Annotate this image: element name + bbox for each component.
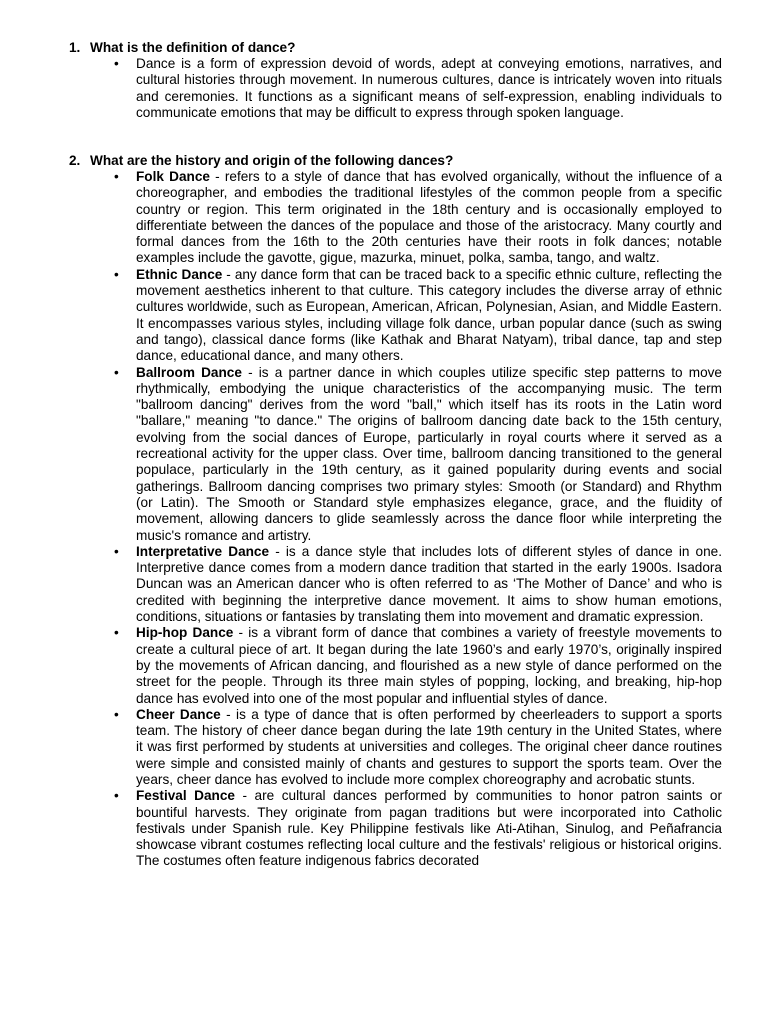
bullet-icon: • [114, 625, 119, 641]
answer-text [136, 365, 722, 544]
dance-term: Ethnic Dance [136, 266, 223, 282]
bullet-icon: • [114, 266, 119, 282]
answer-text [136, 56, 722, 121]
answer-text [136, 267, 722, 365]
dance-term: Folk Dance [136, 169, 210, 184]
list-item [114, 707, 722, 788]
list-item [114, 169, 722, 267]
list-item [114, 788, 722, 869]
bullet-icon: • [114, 788, 119, 804]
answer-text [136, 544, 722, 625]
bullet-icon: • [114, 706, 119, 722]
list-item [114, 365, 722, 544]
question-2-heading [69, 153, 453, 169]
dance-term: Ballroom Dance [136, 364, 242, 380]
answer-text [136, 788, 722, 869]
dance-term: Cheer Dance [136, 706, 221, 722]
list-item [114, 544, 722, 625]
answer-text [136, 169, 722, 267]
question-1-heading [69, 40, 295, 56]
bullet-icon: • [114, 56, 119, 71]
dance-description: Dance is a form of expression devoid of words, adept at conveying emotions, narratives, and cultural histories through movement. In numerous cultures, dance is intricately woven into rituals and ceremonies. It functions as a significant means of self-expression, enabling individuals to communicate emotions that may be difficult to express through spoken language. [136, 56, 722, 120]
dance-description: - is a dance style that includes lots of different styles of dance in one. Interpretive dance comes from a modern dance tradition that started in the early 1900s. Isadora Duncan was an American dancer who is often referred to as ‘The Mother of Dance’ and who is credited with beginning the interpretive dance movement. It aims to show human emotions, conditions, situations or fantasies by translating them into movement and dramatic expression. [136, 543, 722, 625]
dance-term: Interpretative Dance [136, 543, 270, 559]
dance-description: - are cultural dances performed by communities to honor patron saints or bountiful harvests. They originate from pagan traditions but were incorporated into Catholic festivals under Spanish rule. Key Philippine festivals like Ati-Atihan, Sinulog, and Peñafrancia showcase vibrant costumes reflecting local culture and the festivals' religious or historical origins. The costumes often feature indigenous fabrics decorated [136, 788, 723, 869]
question-1-answer-list [114, 56, 722, 121]
list-item [114, 267, 722, 365]
dance-description: - refers to a style of dance that has evolved organically, without the influence of a choreographer, and embodies the traditional lifestyles of the common people from a specific country or region. This term originated in the 18th century and is occasionally employed to differentiate between the dances of the populace and those of the aristocracy. Many courtly and formal dances from the 16th to the 20th centuries have their roots in folk dances; notable examples include the gavotte, gigue, mazurka, minuet, polka, samba, tango, and waltz. [136, 169, 723, 266]
dance-description: - any dance form that can be traced back to a specific ethnic culture, reflecting the movement aesthetics inherent to that culture. This category includes the diverse array of ethnic cultures worldwide, such as European, American, African, Polynesian, Asian, and Middle Eastern. It encompasses various styles, including village folk dance, urban popular dance (such as swing and tango), classical dance forms (like Kathak and Bharat Natyam), tribal dance, tap and step dance, educational dance, and many others. [136, 266, 723, 364]
dance-description: - is a partner dance in which couples utilize specific step patterns to move rhythmically, embodying the unique characteristics of the accompanying music. The term "ballroom dancing" derives from the word "ball," which itself has its roots in the Latin word "ballare," meaning "to dance." The origins of ballroom dancing date back to the 15th century, evolving from the social dances of Europe, particularly in royal courts where it served as a recreational activity for the upper class. Over time, ballroom dancing transitioned to the general populace, particularly in the 19th century, as it gained popularity during events and social gatherings. Ballroom dancing comprises two primary styles: Smooth (or Standard) and Rhythm (or Latin). The Smooth or Standard style emphasizes elegance, grace, and the fluidity of movement, allowing dancers to glide seamlessly across the dance floor while interpreting the music's romance and artistry. [136, 364, 722, 543]
dance-description: - is a vibrant form of dance that combines a variety of freestyle movements to create a cultural piece of art. It began during the late 1960’s and early 1970’s, originally inspired by the movements of African dancing, and flourished as a new style of dance performed on the street for the people. Through its three main styles of popping, locking, and breaking, hip-hop dance has evolved into one of the most popular and influential styles of dance. [136, 625, 722, 706]
bullet-icon: • [114, 543, 119, 559]
question-title: What is the definition of dance? [90, 40, 296, 55]
question-title: What are the history and origin of the following dances? [90, 153, 454, 168]
list-item [114, 625, 722, 706]
dance-description: - is a type of dance that is often performed by cheerleaders to support a sports team. The history of cheer dance began during the late 19th century in the United States, where it was first performed by students at universities and colleges. The original cheer dance routines were simple and consisted mainly of chants and gestures to support the sports team. Over the years, cheer dance has evolved to include more complex choreography and acrobatic stunts. [136, 706, 722, 787]
question-2-answer-list [114, 169, 722, 870]
question-number: 1. [69, 40, 81, 55]
dance-term: Hip-hop Dance [136, 625, 234, 641]
answer-text [136, 707, 722, 788]
bullet-icon: • [114, 364, 119, 380]
question-number: 2. [69, 153, 81, 168]
list-item [114, 56, 722, 121]
bullet-icon: • [114, 169, 119, 184]
dance-term: Festival Dance [136, 788, 235, 804]
answer-text [136, 625, 722, 706]
